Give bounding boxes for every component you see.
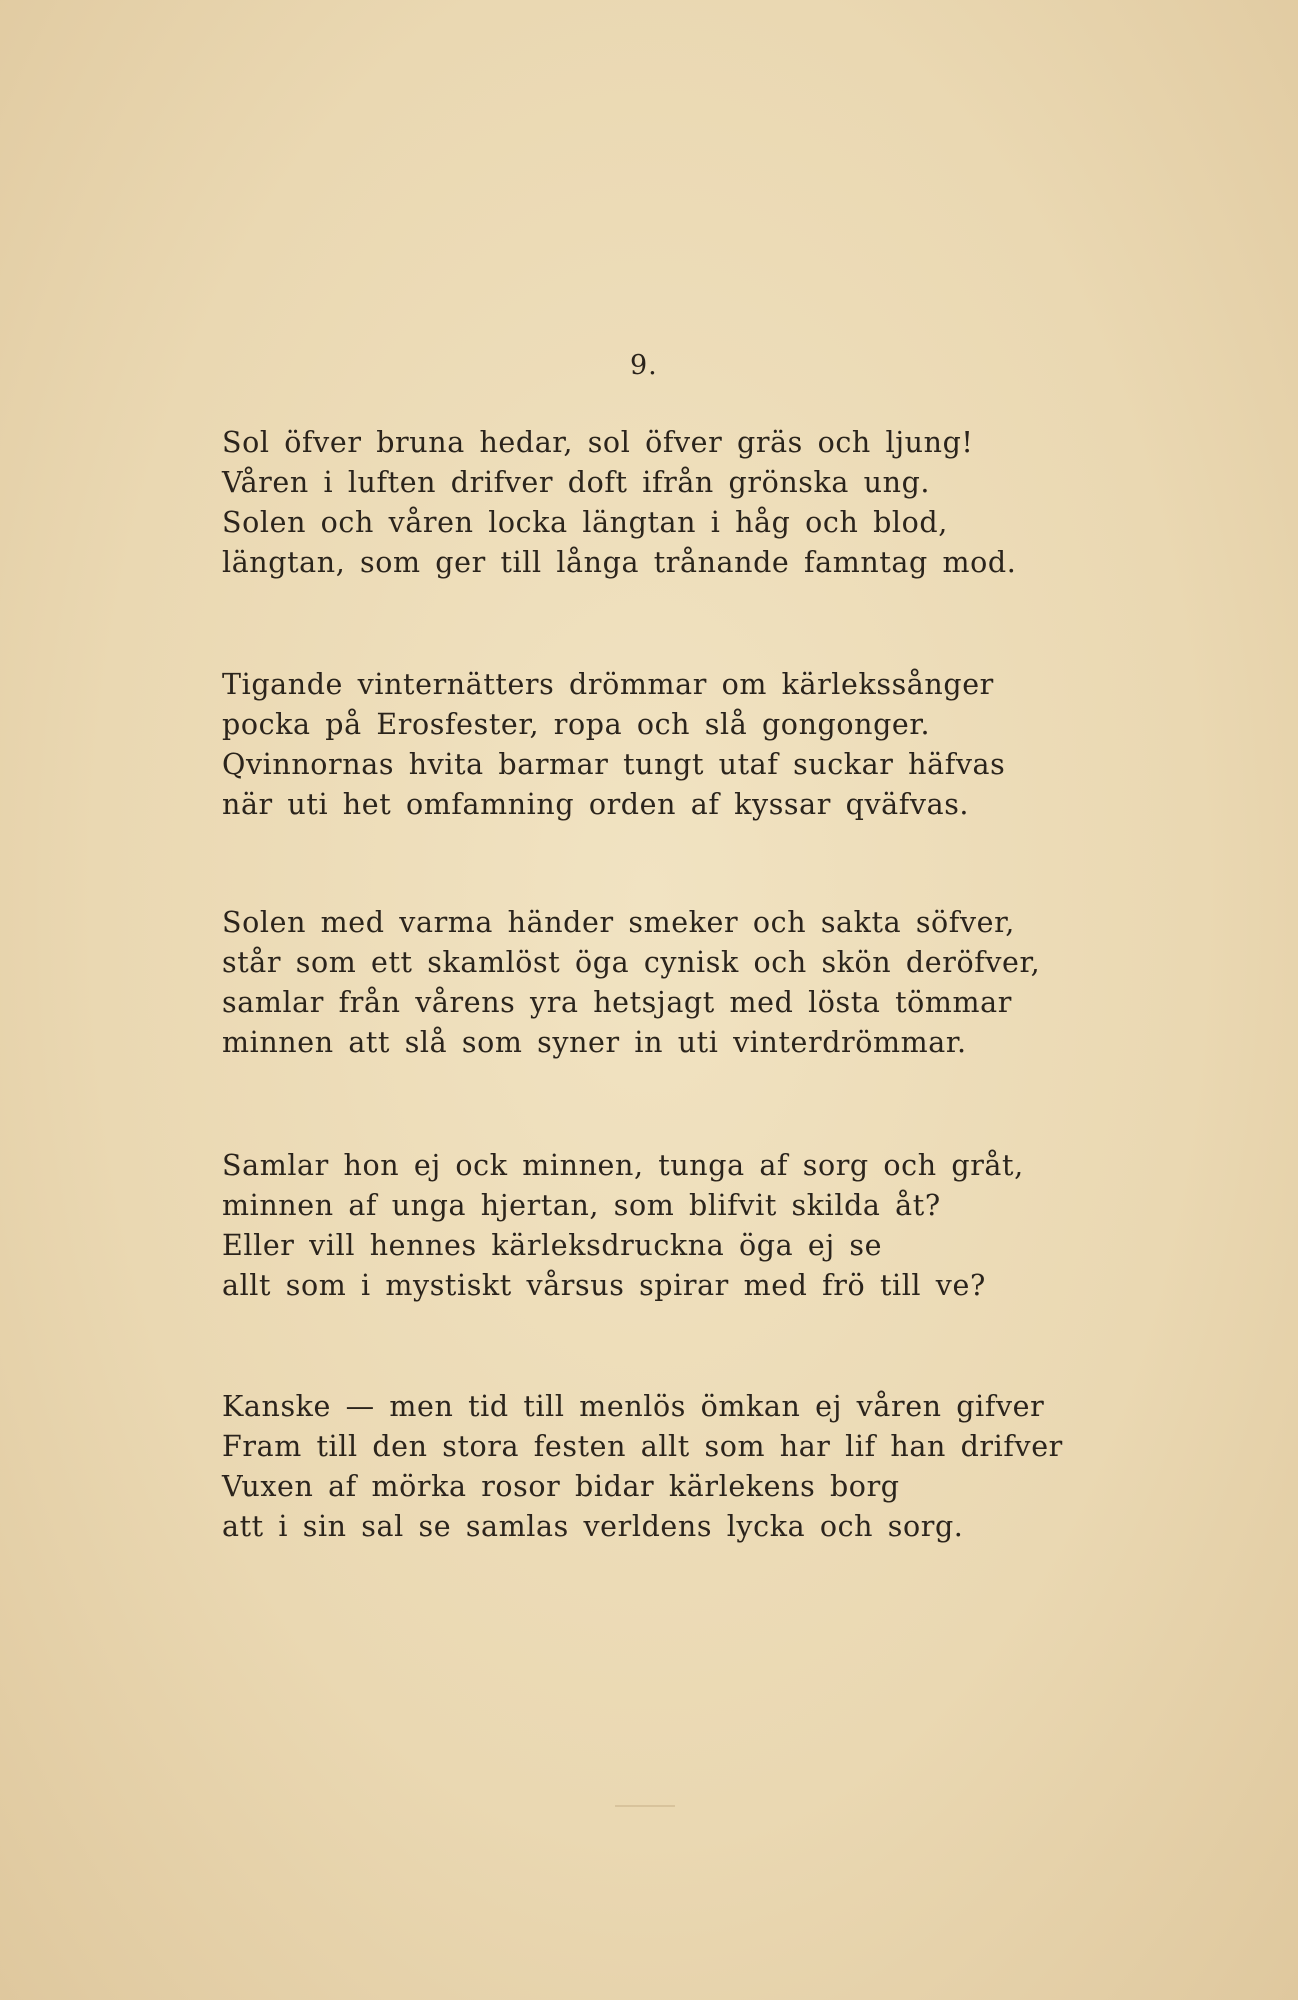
poem-line: längtan, som ger till långa trånande famntag mod. [222,546,1017,579]
stanza-3 [222,903,1122,1063]
poem-line: Våren i luften drifver doft ifrån grönska ung. [222,466,931,499]
stanza-1 [222,423,1122,583]
poem-line: Vuxen af mörka rosor bidar kärlekens borg [222,1470,900,1503]
poem-line: när uti het omfamning orden af kyssar qväfvas. [222,788,970,821]
poem-line: allt som i mystiskt vårsus spirar med frö till ve? [222,1269,986,1302]
poem-line: Qvinnornas hvita barmar tungt utaf suckar häfvas [222,748,1006,781]
poem-line: Fram till den stora festen allt som har lif han drifver [222,1430,1063,1463]
stanza-5 [222,1387,1122,1547]
poem-line: minnen att slå som syner in uti vinterdrömmar. [222,1026,967,1059]
stanza-4 [222,1146,1122,1306]
poem-line: Solen och våren locka längtan i håg och blod, [222,506,948,539]
poem-line: står som ett skamlöst öga cynisk och skön deröfver, [222,946,1041,979]
poem-line: att i sin sal se samlas verldens lycka och sorg. [222,1510,964,1543]
poem-line: Kanske — men tid till menlös ömkan ej våren gifver [222,1390,1045,1423]
poem-line: Tigande vinternätters drömmar om kärlekssånger [222,668,994,701]
paper-mark [615,1805,675,1807]
poem-line: samlar från vårens yra hetsjagt med lösta tömmar [222,986,1012,1019]
poem-line: Samlar hon ej ock minnen, tunga af sorg och gråt, [222,1149,1024,1182]
poem-line: minnen af unga hjertan, som blifvit skilda åt? [222,1189,941,1222]
poem-line: pocka på Erosfester, ropa och slå gongonger. [222,708,931,741]
poem-line: Solen med varma händer smeker och sakta söfver, [222,906,1015,939]
poem-line: Eller vill hennes kärleksdruckna öga ej se [222,1229,883,1262]
poem-line: Sol öfver bruna hedar, sol öfver gräs och ljung! [222,426,974,459]
stanza-2 [222,665,1122,825]
page-number: 9. [630,350,658,381]
